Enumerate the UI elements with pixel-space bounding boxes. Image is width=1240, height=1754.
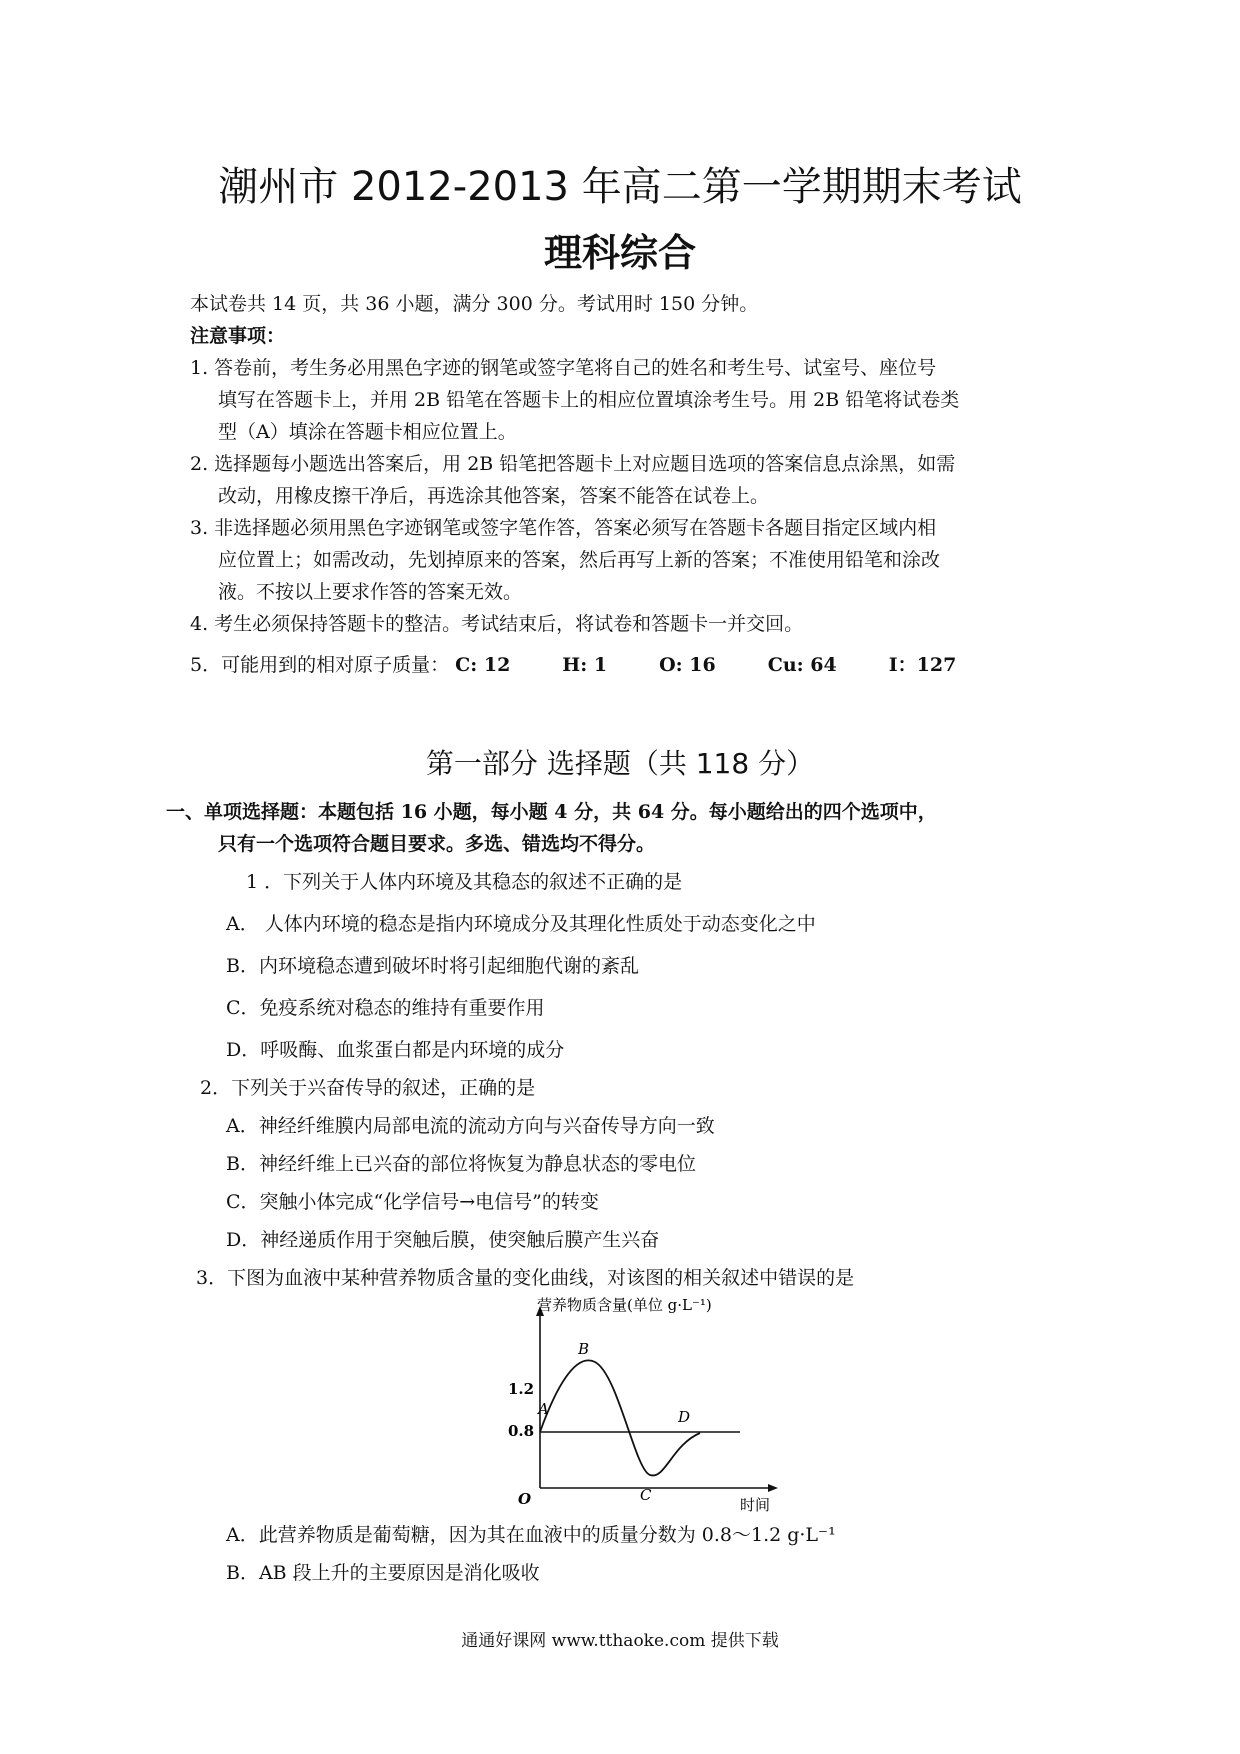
point-c-label: C [640, 1486, 652, 1504]
x-axis-arrow [768, 1484, 778, 1492]
note-2-line-1: 2. 选择题每小题选出答案后，用 2B 铅笔把答题卡上对应题目选项的答案信息点涂黑，如需 [190, 453, 956, 475]
q3-option-b: B．AB 段上升的主要原因是消化吸收 [226, 1562, 540, 1584]
atomic-mass-c: C: 12 [455, 654, 511, 676]
part1-heading-line-2: 只有一个选项符合题目要求。多选、错选均不得分。 [218, 833, 656, 855]
atomic-mass-h: H: 1 [562, 654, 608, 676]
origin-label: O [518, 1490, 532, 1508]
page-footer: 通通好课网 www.tthaoke.com 提供下载 [461, 1631, 779, 1651]
atomic-mass-o: O: 16 [659, 654, 716, 676]
section-title: 第一部分 选择题（共 118 分） [425, 747, 815, 780]
q2-option-a: A．神经纤维膜内局部电流的流动方向与兴奋传导方向一致 [226, 1115, 715, 1137]
note-3-line-1: 3. 非选择题必须用黑色字迹钢笔或签字笔作答，答案必须写在答题卡各题目指定区域内相 [190, 517, 937, 539]
x-axis-label: 时间 [740, 1496, 771, 1514]
q2-option-b: B．神经纤维上已兴奋的部位将恢复为静息状态的零电位 [226, 1153, 696, 1175]
q2-option-c: C．突触小体完成“化学信号→电信号”的转变 [226, 1191, 599, 1213]
intro-text: 本试卷共 14 页，共 36 小题，满分 300 分。考试用时 150 分钟。 [190, 293, 759, 315]
point-d-label: D [678, 1408, 691, 1426]
q3-option-a: A．此营养物质是葡萄糖，因为其在血液中的质量分数为 0.8～1.2 g·L⁻¹ [226, 1524, 836, 1546]
note-4: 4. 考生必须保持答题卡的整洁。考试结束后，将试卷和答题卡一并交回。 [190, 613, 804, 635]
note-1-line-1: 1. 答卷前，考生务必用黑色字迹的钢笔或签字笔将自己的姓名和考生号、试室号、座位号 [190, 357, 937, 379]
atomic-mass-i: I：127 [888, 654, 957, 676]
exam-title: 潮州市 2012-2013 年高二第一学期期末考试 [218, 164, 1022, 210]
q3-stem: 3．下图为血液中某种营养物质含量的变化曲线，对该图的相关叙述中错误的是 [196, 1267, 855, 1289]
tick-0-8: 0.8 [508, 1422, 535, 1440]
exam-subtitle: 理科综合 [543, 231, 696, 275]
q1-option-b: B．内环境稳态遭到破坏时将引起细胞代谢的紊乱 [226, 955, 639, 977]
q1-stem: 1 ．下列关于人体内环境及其稳态的叙述不正确的是 [246, 871, 683, 893]
q1-option-d: D．呼吸酶、血浆蛋白都是内环境的成分 [226, 1039, 565, 1061]
q1-option-c: C．免疫系统对稳态的维持有重要作用 [226, 997, 545, 1019]
note-3-line-2: 应位置上；如需改动，先划掉原来的答案，然后再写上新的答案；不准使用铅笔和涂改 [218, 549, 941, 571]
q2-option-d: D．神经递质作用于突触后膜，使突触后膜产生兴奋 [226, 1229, 660, 1251]
note-1-line-3: 型（A）填涂在答题卡相应位置上。 [218, 421, 517, 443]
note-2-line-2: 改动，用橡皮擦干净后，再选涂其他答案，答案不能答在试卷上。 [218, 485, 770, 507]
q1-option-a: A． 人体内环境的稳态是指内环境成分及其理化性质处于动态变化之中 [226, 913, 816, 935]
q2-stem: 2．下列关于兴奋传导的叙述，正确的是 [200, 1077, 536, 1099]
point-a-label: A [538, 1400, 549, 1418]
notes-heading: 注意事项： [190, 325, 286, 347]
nutrient-curve [540, 1360, 700, 1475]
atomic-mass-cu: Cu: 64 [767, 654, 837, 676]
point-b-label: B [578, 1340, 590, 1358]
y-axis-label: 营养物质含量(单位 g·L⁻¹) [537, 1296, 712, 1314]
nutrient-curve-figure [500, 1296, 790, 1514]
note-5 [190, 650, 1008, 677]
note-5-label: 5．可能用到的相对原子质量： [190, 654, 450, 676]
part1-heading-line-1: 一、单项选择题：本题包括 16 小题，每小题 4 分，共 64 分。每小题给出的四个选项中， [166, 801, 937, 823]
note-1-line-2: 填写在答题卡上，并用 2B 铅笔在答题卡上的相应位置填涂考生号。用 2B 铅笔将试卷类 [218, 389, 960, 411]
note-3-line-3: 液。不按以上要求作答的答案无效。 [218, 581, 523, 603]
tick-1-2: 1.2 [508, 1380, 535, 1398]
